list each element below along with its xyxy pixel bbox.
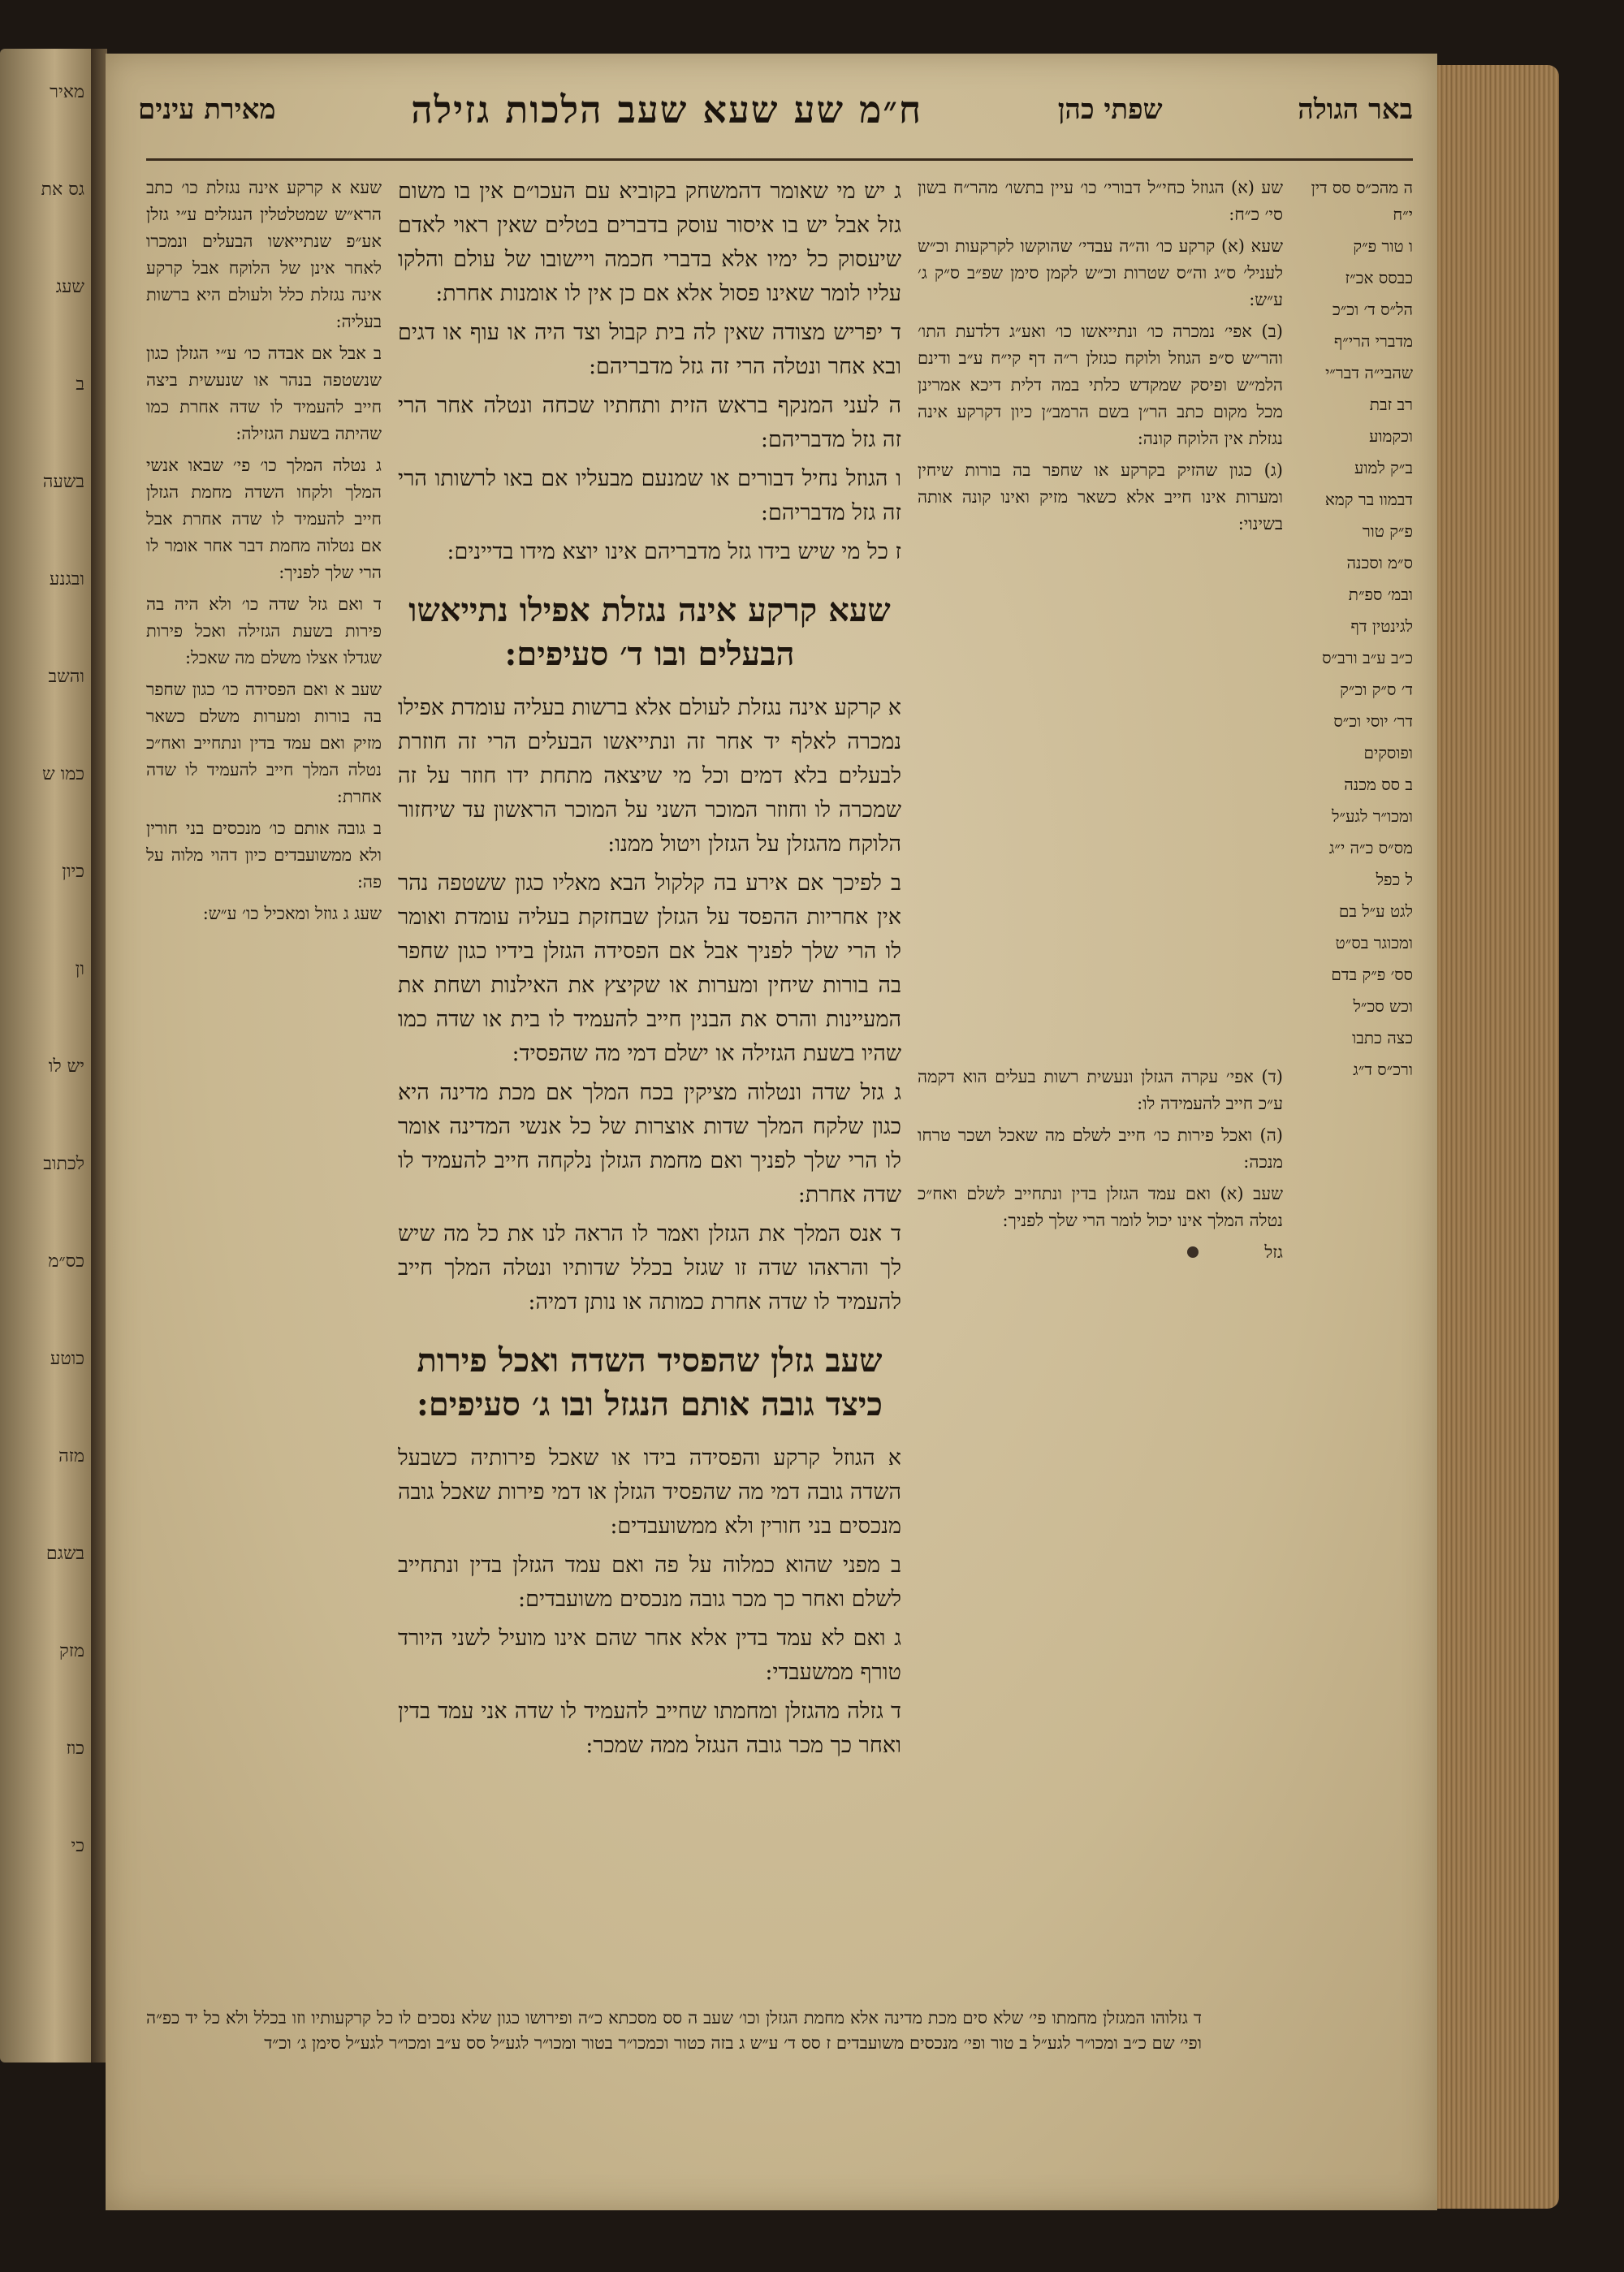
beer-hagolah-line: פ״ק טור: [1362, 521, 1413, 541]
meirat-einayim-column: [146, 175, 382, 1985]
beer-hagolah-line: ובמ׳ ספ״ת: [1348, 585, 1413, 604]
seif-paragraph: ב לפיכך אם אירע בה קלקול הבא מאליו כגון ששטפה נהר אין אחריות ההפסד על הגזלן שבחזקת בעליה עומדת ואומר לו הרי שלך לפניך אבל אם הפסידה הגזלן בידיו כגון שחפר בה בורות שיחין ומערות או שקיצץ את האילנות ושחת את המעיינות והרס את הבנין חייב להעמיד לו בית או שדה כמו שהיו בשעת הגזילה או ישלם דמי מה שהפסיד:: [398, 870, 901, 1066]
seif-paragraph: ג ואם לא עמד בדין אלא אחר שהם אינו מועיל לשני היורד טורף ממשעבדי:: [398, 1626, 901, 1685]
siftei-kohen-paragraph: שעב (א) ואם עמד הגזלן בדין ונתחייב לשלם ואח״כ נטלה המלך אינו יכול לומר הרי שלך לפניך:: [918, 1184, 1283, 1230]
seif-paragraph: ו הגוזל נחיל דבורים או שמנעם מבעליו אם באו לרשותו הרי זה גזל מדבריהם:: [398, 466, 901, 525]
beer-hagolah-line: ב סס מכנה: [1344, 775, 1413, 794]
beer-hagolah-line: ורכ״ס ד״ג: [1353, 1060, 1413, 1079]
left-page-fragment: מאיר: [50, 82, 84, 102]
footnotes-text: ד גזלוהו המגזלן מחמתו פי׳ שלא סים מכת מדינה אלא מחמת הגזלן וכו׳ שעב ה סס מסכתא כ״ה ופירושו כגון שלא נסכים לו כל קרקעותיו וזו בכלל ולא כל יד כפ״ה ופי׳ שם כ״ב ומכו״ר לגע״ל ב טור ופי׳ מנכסים משועבדים ז סס ד׳ ע״ש ג בזה כטור וכמכו״ר בטור ומכו״ר לגע״ל סס ע״ב ומכו״ר לגע״ל סימן ג׳ וכ״ד: [146, 2008, 1202, 2053]
left-page-fragment: מזק: [59, 1641, 84, 1661]
beer-hagolah-line: כ״ב ע״ב ורב״ס: [1322, 648, 1413, 667]
header-rule: [146, 158, 1413, 161]
left-page-fragment: כוז: [66, 1739, 84, 1759]
header-meirat-einayim: מאירת עינים: [138, 93, 276, 126]
beer-hagolah-line: ה מהכ״ס סס דין י״ח: [1311, 178, 1413, 224]
page-blemish: [1187, 1246, 1199, 1258]
siman-372-title: שעב גזלן שהפסיד השדה ואכל פירות כיצד גובה אותם הנגזל ובו ג׳ סעיפים:: [417, 1341, 883, 1423]
beer-hagolah-line: ל כפל: [1376, 870, 1413, 889]
left-page-fragment: כיון: [62, 862, 84, 882]
left-page-fragment: כמו ש: [42, 764, 84, 784]
left-page-fragment: כוטע: [50, 1349, 84, 1369]
beer-hagolah-line: כבסס אכ״ז: [1345, 268, 1413, 287]
left-page-fragment: בשגם: [45, 1544, 84, 1564]
beer-hagolah-line: רב זבת: [1369, 395, 1413, 414]
page-edges: [1437, 65, 1559, 2209]
left-page-fragment: כי: [71, 1836, 84, 1856]
meirat-einayim-paragraph: ב אבל אם אבדה כו׳ ע״י הגזלן כגון שנשטפה בנהר או שנעשית ביצה חייב להעמיד לו שדה אחרת כמו שהיתה בשעת הגזילה:: [146, 343, 382, 443]
left-page-fragment: מזה: [58, 1446, 84, 1466]
siftei-kohen-paragraph: שעא (א) קרקע כו׳ וה״ה עבדי׳ שהוקשו לקרקעות וכ״ש לעניל׳ ס״ג וה״ס שטרות וכ״ש לקמן סימן שפ״ב ס״ק ג׳ ע״ש:: [918, 236, 1283, 309]
beer-hagolah-line: הל״ס ד׳ וכ״כ: [1332, 300, 1413, 319]
beer-hagolah-line: שהבי״ה דבר״י: [1325, 363, 1413, 382]
meirat-einayim-paragraph: שעב א ואם הפסידה כו׳ כגון שחפר בה בורות ומערות משלם כשאר מזיק ואם עמד בדין ונתחייב ואח״כ נטלה המלך חייב להעמיד לו שדה אחרת:: [146, 680, 382, 806]
beer-hagolah-line: ב״ק למוע: [1354, 458, 1413, 477]
left-page-fragment: והשב: [48, 667, 84, 687]
beer-hagolah-line: ופוסקים: [1363, 743, 1413, 762]
siftei-kohen-paragraph: שע (א) הגוזל כחי״ל דבורי׳ כו׳ עיין בתשו׳ מהר״ח בשון סי׳ כ״ח:: [918, 178, 1283, 224]
header-siftei-kohen: שפתי כהן: [1057, 93, 1163, 126]
footnotes: [146, 2006, 1202, 2056]
header-title: ח״מ שע שעא שעב הלכות גזילה: [411, 88, 923, 132]
seif-paragraph: ב מפני שהוא כמלוה על פה ואם עמד הגזלן בדין ונתחייב לשלם ואחר כך מכר גובה מנכסים משועבדים:: [398, 1553, 901, 1612]
seif-paragraph: ה לעני המנקף בראש הזית ותחתיו שכחה ונטלה אחר הרי זה גזל מדבריהם:: [398, 393, 901, 452]
beer-hagolah-line: דר׳ יוסי וכ״ס: [1333, 711, 1413, 731]
siftei-kohen-paragraph: (ג) כגון שהזיק בקרקע או שחפר בה בורות שיחין ומערות אינו חייב אלא כשאר מזיק ואינו קונה אותה בשינוי:: [918, 460, 1283, 533]
seif-paragraph: ג יש מי שאומר דהמשחק בקוביא עם העכו״ם אין בו משום גזל אבל יש בו איסור עוסק בדברים בטלים שאין ראוי לאדם שיעסוק כל ימיו אלא בדברי חכמה ויישובו של עולם והלקו עליו לומר שאינו פסול אלא אם כן אין לו אומנות אחרת:: [398, 179, 901, 306]
shulchan-aruch-main-text: [398, 175, 901, 1985]
seif-paragraph: ג גזל שדה ונטלוה מציקין בכח המלך אם מכת מדינה היא כגון שלקח המלך שדות אוצרות של כל אנשי המדינה אומר לו הרי שלך לפניך ואם מחמת הגזלן נלקחה חייב להעמיד לו שדה אחרת:: [398, 1080, 901, 1207]
meirat-einayim-paragraph: ג נטלה המלך כו׳ פי׳ שבאו אנשי המלך ולקחו השדה מחמת הגזלן חייב להעמיד לו שדה אחרת אבל אם נטלוה מחמת דבר אחר אומר לו הרי שלך לפניך:: [146, 456, 382, 582]
siftei-kohen-paragraph: (ב) אפי׳ נמכרה כו׳ ונתייאשו כו׳ ואע״ג דלדעת התו׳ והר״ש ס״פ הגוזל ולוקח כגזלן ר״ה דף קי״ח ע״ב ודינם הלמ״ש ופיסק שמקדש כלתי במה דלית דיכא אמרינן מכל מקום כתב הר״ן בשם הרמב״ן כיון דקרקע אינה נגזלת אין הלוקח קונה:: [918, 322, 1283, 448]
siftei-kohen-column: [918, 175, 1283, 1052]
meirat-einayim-paragraph: שעא א קרקע אינה נגזלת כו׳ כתב הרא״ש שמטלטלין הנגזלים ע״י גזלן אע״פ שנתייאשו הבעלים ונמכרו לאחר אינן של הלוקח אבל קרקע אינה נגזלת כלל ולעולם היא ברשות בעליה:: [146, 178, 382, 331]
beer-hagolah-line: לגינטין דף: [1350, 616, 1413, 636]
seif-paragraph: ד גזלה מהגזלן ומחמתו שחייב להעמיד לו שדה אני עמד בדין ואחר כך מכר גובה הנגזל ממה שמכר:: [398, 1699, 901, 1758]
left-page-fragment: ב: [76, 374, 84, 395]
seif-paragraph: ז כל מי שיש בידו גזל מדבריהם אינו יוצא מידו בדיינים:: [447, 539, 901, 564]
page-header: [138, 73, 1413, 146]
book-gutter: [91, 49, 107, 2063]
beer-hagolah-line: כצה כתבו: [1352, 1028, 1413, 1047]
left-page-fragment: ון: [75, 959, 84, 979]
siftei-kohen-paragraph: (ה) ואכל פירות כו׳ חייב לשלם מה שאכל ושכר טרחו מנכה:: [918, 1125, 1283, 1172]
beer-hagolah-line: מדברי הרי״ף: [1333, 331, 1413, 351]
header-beer-hagolah: באר הגולה: [1298, 93, 1413, 126]
previous-page-edge: [0, 49, 91, 2063]
siftei-kohen-column-lower: [918, 1064, 1283, 1989]
beer-hagolah-column: [1299, 175, 1413, 1985]
beer-hagolah-line: מס״ס כ״ה י״ג: [1328, 838, 1413, 857]
beer-hagolah-line: ומכו״ר לגע״ל: [1332, 806, 1413, 826]
beer-hagolah-line: דבמוו בר קמא: [1324, 490, 1413, 509]
meirat-einayim-paragraph: ד ואם גזל שדה כו׳ ולא היה בה פירות בשעת הגזילה ואכל פירות שגדלו אצלו משלם מה שאכל:: [146, 594, 382, 667]
beer-hagolah-line: ס״מ וסכנה: [1346, 553, 1413, 572]
seif-paragraph: א קרקע אינה נגזלת לעולם אלא ברשות בעליה עומדת אפילו נמכרה לאלף יד אחר זה ונתייאשו הבעלים הרי זה חוזרת לבעלים בלא דמים וכל מי שיצאה מתחת ידו חוזר על זה שמכרה לו וחוזר המוכר השני על המוכר הראשון עד שיחזור הלוקח מהגזלן על הגזלן ויטול ממנו:: [398, 695, 901, 857]
seif-paragraph: ד יפריש מצודה שאין לה בית קבול וצד היה או עוף או דגים ובא אחר ונטלה הרי זה גזל מדבריהם:: [398, 320, 901, 379]
left-page-fragment: ובגנע: [49, 569, 84, 590]
siftei-kohen-paragraph: (ד) אפי׳ עקרה הגזלן ונעשית רשות בעלים הוא דקמה ע״כ חייב להעמידה לו:: [918, 1067, 1283, 1113]
beer-hagolah-line: ד׳ ס״ק וכ״ק: [1340, 680, 1413, 699]
seif-paragraph: ד אנס המלך את הגזלן ואמר לו הראה לנו את כל מה שיש לך והראהו שדה זו שגזל בכלל שדותיו ונטלה המלך חייב להעמיד לו שדה אחרת כמותה או נותן דמיה:: [398, 1221, 901, 1315]
left-page-fragment: גס את: [41, 179, 84, 200]
left-page-fragment: בשעה: [42, 472, 84, 492]
beer-hagolah-line: לגט ע״ל בם: [1338, 901, 1413, 921]
beer-hagolah-line: וכש סכ״ל: [1353, 996, 1413, 1016]
meirat-einayim-paragraph: ב גובה אותם כו׳ מנכסים בני חורין ולא ממשועבדים כיון דהוי מלוה על פה:: [146, 819, 382, 892]
beer-hagolah-line: וכקמוע: [1369, 426, 1413, 446]
beer-hagolah-line: ו טור פ״ק: [1353, 236, 1413, 256]
left-page-fragment: יש לו: [48, 1056, 84, 1077]
beer-hagolah-line: ומכוגר בס״ט: [1335, 933, 1413, 952]
seif-paragraph: א הגוזל קרקע והפסידה בידו או שאכל פירותיה כשבעל השדה גובה דמי מה שהפסיד הגזלן או דמי פירות שאכל גובה מנכסים בני חורין ולא ממשועבדים:: [398, 1445, 901, 1539]
left-page-fragment: כס״מ: [48, 1251, 84, 1272]
beer-hagolah-line: סס׳ פ״ק בדם: [1331, 965, 1413, 984]
left-page-fragment: שעג: [55, 277, 84, 297]
left-page-fragment: לכתוב: [43, 1154, 84, 1174]
siftei-kohen-paragraph: גזל: [1264, 1242, 1283, 1262]
meirat-einayim-paragraph: שעג ג גוזל ומאכיל כו׳ ע״ש:: [202, 904, 382, 923]
siman-371-title: שעא קרקע אינה נגזלת אפילו נתייאשו הבעלים ובו ד׳ סעיפים:: [408, 591, 891, 673]
